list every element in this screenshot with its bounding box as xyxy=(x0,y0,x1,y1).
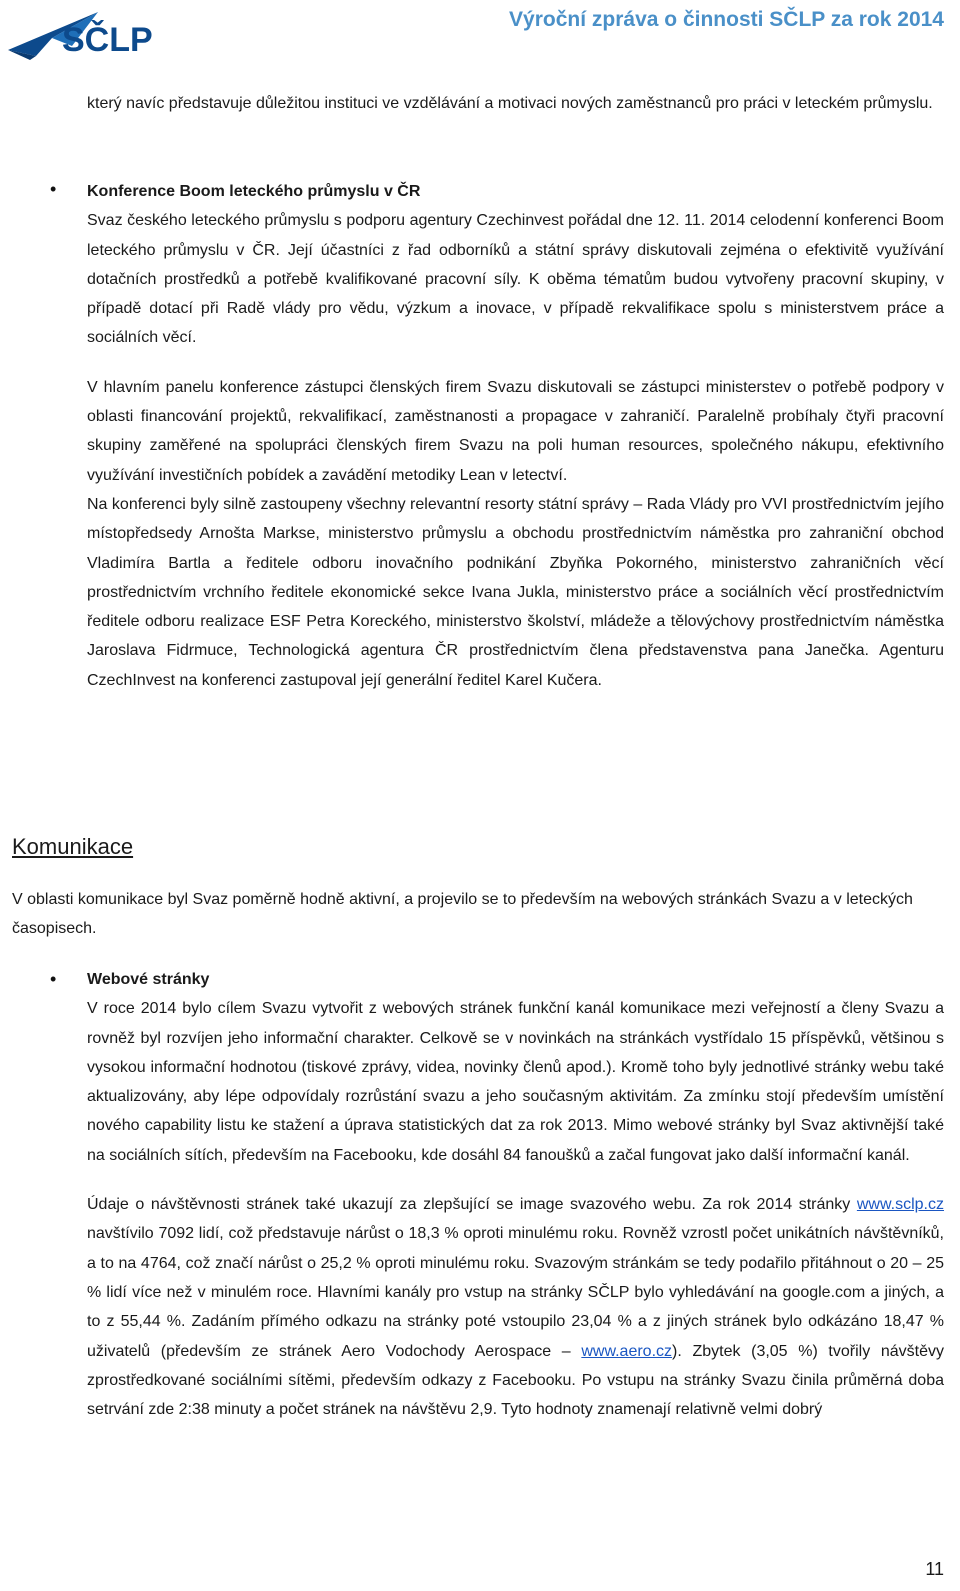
conference-paragraph-3: Na konferenci byly silně zastoupeny všechny relevantní resorty státní správy – Rada Vlády pro VVI prostřednictvím jejího místopředsedy Arnošta Markse, ministerstvo průmyslu a obchodu prostřednictvím náměstka pro zahraniční obchod Vladimíra Bartla a ředitele odboru inovačního podnikání Zbyňka Pokorného, ministerstvo zahraničních věcí prostřednictvím vrchního ředitele ekonomické sekce Ivana Jukla, ministerstvo práce a sociálních věcí prostřednictvím ředitele odboru realizace ESF Petra Koreckého, ministerstvo školství, mládeže a tělovýchovy prostřednictvím náměstka Jaroslava Fidrmuce, Technologická agentura ČR prostřednictvím člena představenstva pana Janečka. Agenturu CzechInvest na konferenci zastupoval její generální ředitel Karel Kučera. xyxy=(87,495,944,689)
logo-text: SČLP xyxy=(62,21,153,59)
web-paragraph-1: V roce 2014 bylo cílem Svazu vytvořit z webových stránek funkční kanál komunikace mezi veřejností a členy Svazu a rovněž byl rozvíjen jeho informační charakter. Celkově se v novinkách na stránkách vystřídalo 15 příspěvků, většinou s vysokou informační hodnotou (tiskové zprávy, videa, novinky členů apod.). Kromě toho byly jednotlivé stránky webu také aktualizovány, aby lépe odpovídaly rozrůstání svazu a jeho současným aktivitám. Za zmínku stojí především umístění nového capability listu ke stažení a úprava statistických dat za rok 2013. Mimo webové stránky byl Svaz aktivnější také na sociálních sítích, především na Facebooku, kde dosáhl 84 fanoušků a začal fungovat jako další informační kanál. xyxy=(87,1000,944,1164)
conference-paragraph-2: V hlavním panelu konference zástupci členských firem Svazu diskutovali se zástupci ministerstev o potřebě podpory v oblasti financování projektů, rekvalifikací, zaměstnanosti a propagace v zahraničí. Paralelně probíhaly čtyři pracovní skupiny zaměřené na spolupráci členských firem Svazu na poli human resources, společného nákupu, efektivního využívání investičních pobídek a zavádění metodiky Lean v letectví. xyxy=(87,378,944,484)
aero-website-link[interactable]: www.aero.cz xyxy=(581,1342,673,1360)
bullet-icon: • xyxy=(50,179,57,199)
conference-section xyxy=(87,177,944,695)
web-paragraph-2-part-1: Údaje o návštěvnosti stránek také ukazují za zlepšující se image svazového webu. Za rok 2014 stránky xyxy=(87,1196,857,1214)
web-paragraph-2-part-2: navštívilo 7092 lidí, což představuje nárůst o 18,3 % oproti minulému roku. Rovněž vzrostl počet unikátních návštěvníků, a to na 4764, což značí nárůst o 25,2 % oproti minulému roku. Svazovým stránkám se tedy podařilo přitáhnout o 20 – 25 % lidí více než v minulém roce. Hlavními kanály pro vstup na stránky SČLP bylo vyhledávání na google.com a jiných, a to z 55,44 %. Zadáním přímého odkazu na stránky poté vstoupilo 23,04 % a z jiných stránek bylo odkázáno 18,47 % uživatelů (především ze stránek Aero Vodochody Aerospace – xyxy=(87,1225,944,1360)
web-paragraph-2-part-3: ). Zbytek (3,05 %) tvořily návštěvy zprostředkované sociálními sítěmi, především odkazy z Facebooku. Po vstupu na stránky Svazu činila průměrná doba setrvání zde 2:38 minuty a počet stránek na návštěvu 2,9. Tyto hodnoty znamenají relativně velmi dobrý xyxy=(87,1342,945,1419)
conference-paragraph-1: Svaz českého leteckého průmyslu s podporu agentury Czechinvest pořádal dne 12. 11. 2014 celodenní konferenci Boom leteckého průmyslu v ČR. Její účastníci z řad odborníků a státní správy diskutovali zejména o efektivitě využívání dotačních prostředků a potřebě kvalifikované pracovní síly. K oběma tématům budou vytvořeny pracovní skupiny, v případě dotací při Radě vlády pro vědu, výzkum a inovace, v případě rekvalifikace spolu s ministerstvem práce a sociálních věcí. xyxy=(87,212,944,347)
report-title: Výroční zpráva o činnosti SČLP za rok 2014 xyxy=(509,8,944,31)
sclp-website-link[interactable]: www.sclp.cz xyxy=(856,1196,944,1214)
web-paragraph-2 xyxy=(87,1190,944,1424)
conference-title: Konference Boom leteckého průmyslu v ČR xyxy=(87,183,421,200)
section-heading-komunikace: Komunikace xyxy=(12,834,134,859)
bullet-icon: • xyxy=(50,969,57,989)
intro-continuation: který navíc představuje důležitou instituci ve vzdělávání a motivaci nových zaměstnanců pro práci v leteckém průmyslu. xyxy=(87,95,933,112)
page-number: 11 xyxy=(925,1559,944,1579)
web-title: Webové stránky xyxy=(87,971,210,988)
web-section xyxy=(87,965,944,1424)
sclp-logo xyxy=(6,6,156,62)
communication-intro: V oblasti komunikace byl Svaz poměrně hodně aktivní, a projevilo se to především na webových stránkách Svazu a v leteckých časopisech. xyxy=(12,891,913,938)
